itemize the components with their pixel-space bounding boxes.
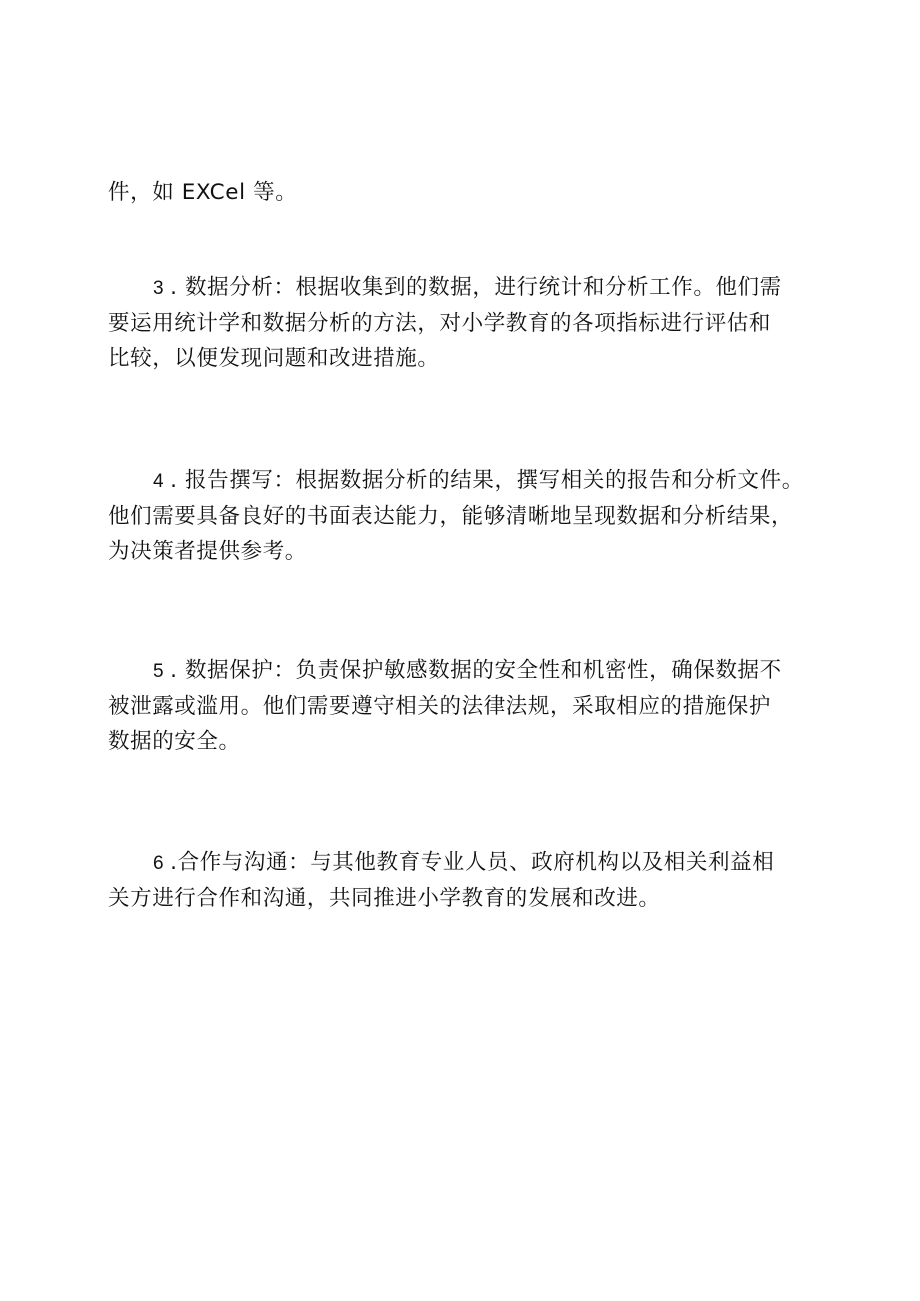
text-line: .合作与沟通：与其他教育专业人员、政府机构以及相关利益相 [170,850,775,875]
text-line-first [108,270,813,306]
text-line: 数据的安全。 [108,729,241,754]
text-line: 比较，以便发现问题和改进措施。 [108,346,440,371]
text-line-first [108,845,813,881]
item-number: 5 [153,661,165,682]
text-line: 他们需要具备良好的书面表达能力，能够清晰地呈现数据和分析结果， [108,504,794,529]
text-line: . 数据保护：负责保护敏感数据的安全性和机密性，确保数据不 [170,658,782,683]
paragraph-data-protection [108,653,813,759]
item-number: 6 [153,853,165,874]
paragraph-cooperation [108,845,813,916]
text-line: 件，如 EXCel 等。 [108,180,298,205]
text-line: . 报告撰写：根据数据分析的结果，撰写相关的报告和分析文件。 [170,468,804,493]
text-line: 要运用统计学和数据分析的方法，对小学教育的各项指标进行评估和 [108,311,772,336]
paragraph-report-writing [108,463,813,569]
paragraph-continuation [108,175,813,210]
paragraph-data-analysis [108,270,813,376]
text-line: 为决策者提供参考。 [108,539,307,564]
text-line: 被泄露或滥用。他们需要遵守相关的法律法规，采取相应的措施保护 [108,694,772,719]
text-line-first [108,653,813,689]
item-number: 4 [153,471,165,492]
text-line-first [108,463,813,499]
text-line: . 数据分析：根据收集到的数据，进行统计和分析工作。他们需 [170,275,782,300]
item-number: 3 [153,278,165,299]
text-line: 关方进行合作和沟通，共同推进小学教育的发展和改进。 [108,886,661,911]
